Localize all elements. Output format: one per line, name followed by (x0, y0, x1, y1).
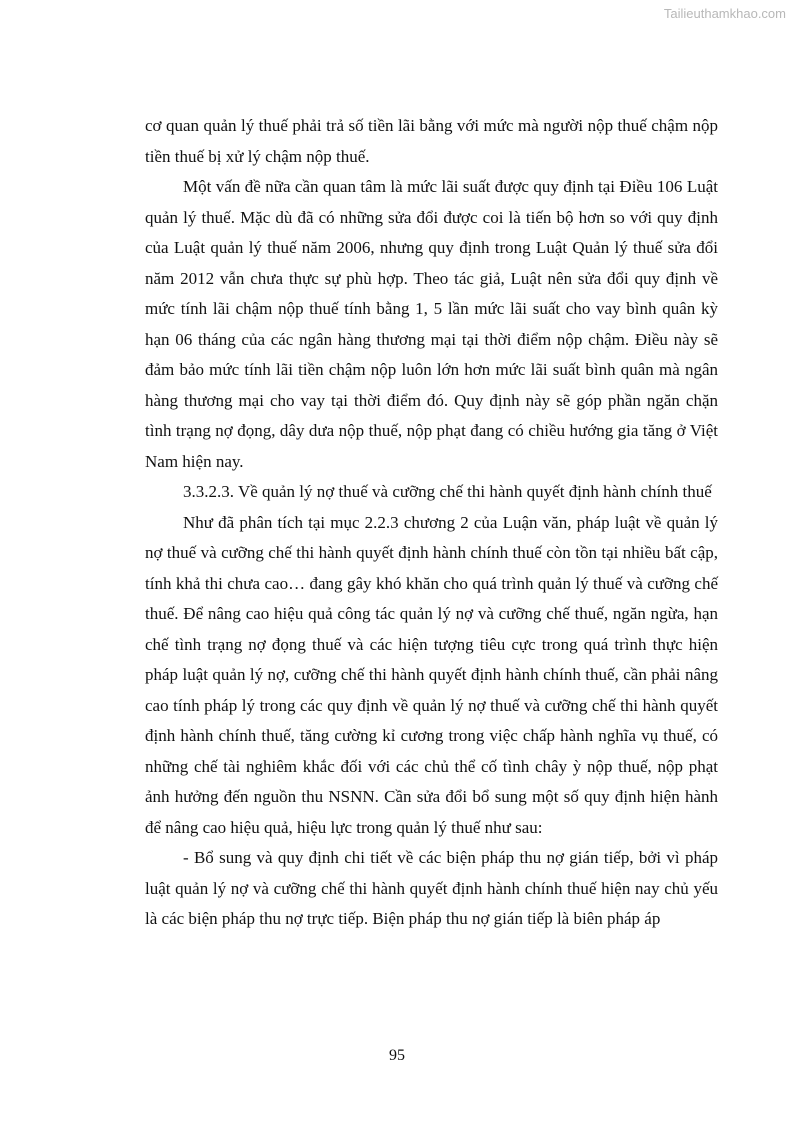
paragraph: Như đã phân tích tại mục 2.2.3 chương 2 của Luận văn, pháp luật về quản lý nợ thuế và cưỡng chế thi hành quyết định hành chính thuế còn tồn tại nhiều bất cập, tính khả thi chưa cao… đang gây khó khăn cho quá trình quản lý thuế và cưỡng chế thuế. Để nâng cao hiệu quả công tác quản lý nợ và cưỡng chế thuế, ngăn ngừa, hạn chế tình trạng nợ đọng thuế và các hiện tượng tiêu cực trong quá trình thực hiện pháp luật quản lý nợ, cưỡng chế thi hành quyết định hành chính thuế, cần phải nâng cao tính pháp lý trong các quy định về quản lý nợ thuế và cưỡng chế thi hành quyết định hành chính thuế, tăng cường kỉ cương trong việc chấp hành nghĩa vụ thuế, có những chế tài nghiêm khắc đối với các chủ thể cố tình chây ỳ nộp thuế, nộp phạt ảnh hưởng đến nguồn thu NSNN. Cần sửa đổi bổ sung một số quy định hiện hành để nâng cao hiệu quả, hiệu lực trong quản lý thuế như sau: (145, 512, 718, 837)
paragraph: Một vấn đề nữa cần quan tâm là mức lãi suất được quy định tại Điều 106 Luật quản lý thuế. Mặc dù đã có những sửa đổi được coi là tiến bộ hơn so với quy định của Luật quản lý thuế năm 2006, nhưng quy định trong Luật Quản lý thuế sửa đổi năm 2012 vẫn chưa thực sự phù hợp. Theo tác giả, Luật nên sửa đổi quy định về mức tính lãi chậm nộp thuế tính bằng 1, 5 lần mức lãi suất cho vay bình quân kỳ hạn 06 tháng của các ngân hàng thương mại tại thời điểm nộp chậm. Điều này sẽ đảm bảo mức tính lãi tiền chậm nộp luôn lớn hơn mức lãi suất bình quân mà ngân hàng thương mại cho vay tại thời điểm đó. Quy định này sẽ góp phần ngăn chặn tình trạng nợ đọng, dây dưa nộp thuế, nộp phạt đang có chiều hướng gia tăng ở Việt Nam hiện nay. (145, 177, 718, 471)
section-heading: 3.3.2.3. Về quản lý nợ thuế và cưỡng chế thi hành quyết định hành chính thuế (183, 482, 712, 501)
paragraph: cơ quan quản lý thuế phải trả số tiền lãi bằng với mức mà người nộp thuế chậm nộp tiền thuế bị xử lý chậm nộp thuế. (145, 116, 718, 166)
document-body (145, 111, 718, 935)
page-number: 95 (389, 1047, 405, 1064)
paragraph: - Bổ sung và quy định chi tiết về các biện pháp thu nợ gián tiếp, bởi vì pháp luật quản lý nợ và cưỡng chế thi hành quyết định hành chính thuế hiện nay chủ yếu là các biện pháp thu nợ trực tiếp. Biện pháp thu nợ gián tiếp là biên pháp áp (145, 848, 718, 928)
watermark: Tailieuthamkhao.com (663, 6, 786, 21)
